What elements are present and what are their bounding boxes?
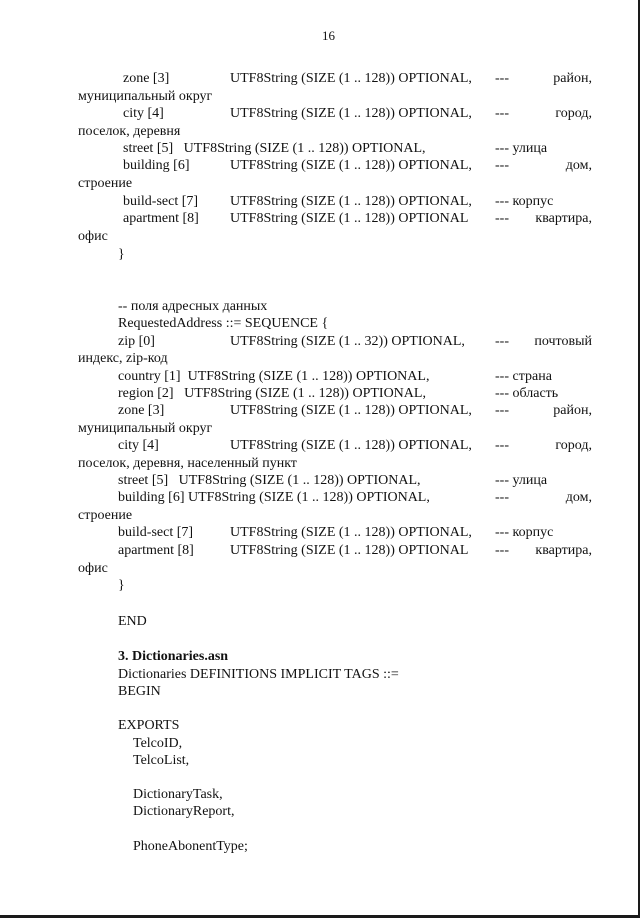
field-type: UTF8String (SIZE (1 .. 128)) OPTIONAL, [230, 194, 472, 209]
comment-wrap: поселок, деревня, населенный пункт [78, 456, 297, 471]
field-comment: район, [553, 71, 592, 86]
field-comment: квартира, [535, 211, 592, 226]
field-comment: район, [553, 403, 592, 418]
field-name: zone [3] [123, 71, 170, 86]
field-type: UTF8String (SIZE (1 .. 128)) OPTIONAL, [230, 438, 472, 453]
field-type: UTF8String (SIZE (1 .. 128)) OPTIONAL [230, 211, 469, 226]
section-heading: 3. Dictionaries.asn [118, 649, 229, 664]
field-comment: --- корпус [495, 525, 554, 540]
field-name: zip [0] [118, 334, 155, 349]
closing-brace: } [118, 578, 125, 593]
definitions-line: Dictionaries DEFINITIONS IMPLICIT TAGS ::= [118, 667, 399, 682]
comment-dashes: --- [495, 211, 509, 226]
field-name: building [6] [123, 158, 190, 173]
comment-wrap: офис [78, 229, 108, 244]
field-comment: --- улица [495, 473, 548, 488]
field-comment: дом, [565, 490, 592, 505]
field-line: street [5] UTF8String (SIZE (1 .. 128)) OPTIONAL, [118, 473, 421, 488]
field-comment: город, [555, 106, 592, 121]
sequence-declaration: RequestedAddress ::= SEQUENCE { [118, 316, 329, 331]
page-number: 16 [322, 28, 335, 43]
field-type: UTF8String (SIZE (1 .. 128)) OPTIONAL, [230, 525, 472, 540]
begin-keyword: BEGIN [118, 684, 161, 699]
field-comment: --- область [495, 386, 559, 401]
field-type: UTF8String (SIZE (1 .. 128)) OPTIONAL, [230, 106, 472, 121]
field-line: building [6] UTF8String (SIZE (1 .. 128)) OPTIONAL, [118, 490, 430, 505]
comment-wrap: строение [78, 508, 133, 523]
field-type: UTF8String (SIZE (1 .. 32)) OPTIONAL, [230, 334, 465, 349]
field-name: city [4] [118, 438, 159, 453]
field-name: apartment [8] [118, 543, 194, 558]
field-comment: квартира, [535, 543, 592, 558]
comment-wrap: строение [78, 176, 133, 191]
comment-dashes: --- [495, 403, 509, 418]
section-comment: -- поля адресных данных [118, 299, 268, 314]
field-type: UTF8String (SIZE (1 .. 128)) OPTIONAL, [230, 403, 472, 418]
field-type: UTF8String (SIZE (1 .. 128)) OPTIONAL, [230, 158, 472, 173]
field-comment: город, [555, 438, 592, 453]
comment-dashes: --- [495, 490, 509, 505]
field-name: build-sect [7] [118, 525, 194, 540]
exports-keyword: EXPORTS [118, 718, 180, 733]
comment-dashes: --- [495, 543, 509, 558]
comment-dashes: --- [495, 334, 509, 349]
comment-dashes: --- [495, 71, 509, 86]
export-item: DictionaryReport, [133, 804, 235, 819]
export-item: DictionaryTask, [133, 787, 223, 802]
field-type: UTF8String (SIZE (1 .. 128)) OPTIONAL [230, 543, 469, 558]
field-line: country [1] UTF8String (SIZE (1 .. 128)) OPTIONAL, [118, 369, 430, 384]
field-comment: почтовый [534, 334, 592, 349]
field-name: build-sect [7] [123, 194, 199, 209]
field-type: UTF8String (SIZE (1 .. 128)) OPTIONAL, [230, 71, 472, 86]
field-name: zone [3] [118, 403, 165, 418]
field-line: region [2] UTF8String (SIZE (1 .. 128)) OPTIONAL, [118, 386, 426, 401]
export-item: TelcoList, [133, 753, 190, 768]
field-comment: --- страна [495, 369, 552, 384]
end-keyword: END [118, 614, 147, 629]
field-comment: --- улица [495, 141, 548, 156]
comment-wrap: поселок, деревня [78, 124, 181, 139]
field-line: street [5] UTF8String (SIZE (1 .. 128)) OPTIONAL, [123, 141, 426, 156]
export-item: TelcoID, [133, 736, 183, 751]
field-comment: --- корпус [495, 194, 554, 209]
field-name: city [4] [123, 106, 164, 121]
comment-wrap: муниципальный округ [78, 89, 213, 104]
comment-dashes: --- [495, 158, 509, 173]
comment-dashes: --- [495, 438, 509, 453]
comment-wrap: индекс, zip-код [78, 351, 168, 366]
comment-wrap: муниципальный округ [78, 421, 213, 436]
comment-dashes: --- [495, 106, 509, 121]
closing-brace: } [118, 247, 125, 262]
field-name: apartment [8] [123, 211, 199, 226]
export-item: PhoneAbonentType; [133, 839, 248, 854]
comment-wrap: офис [78, 561, 108, 576]
field-comment: дом, [565, 158, 592, 173]
